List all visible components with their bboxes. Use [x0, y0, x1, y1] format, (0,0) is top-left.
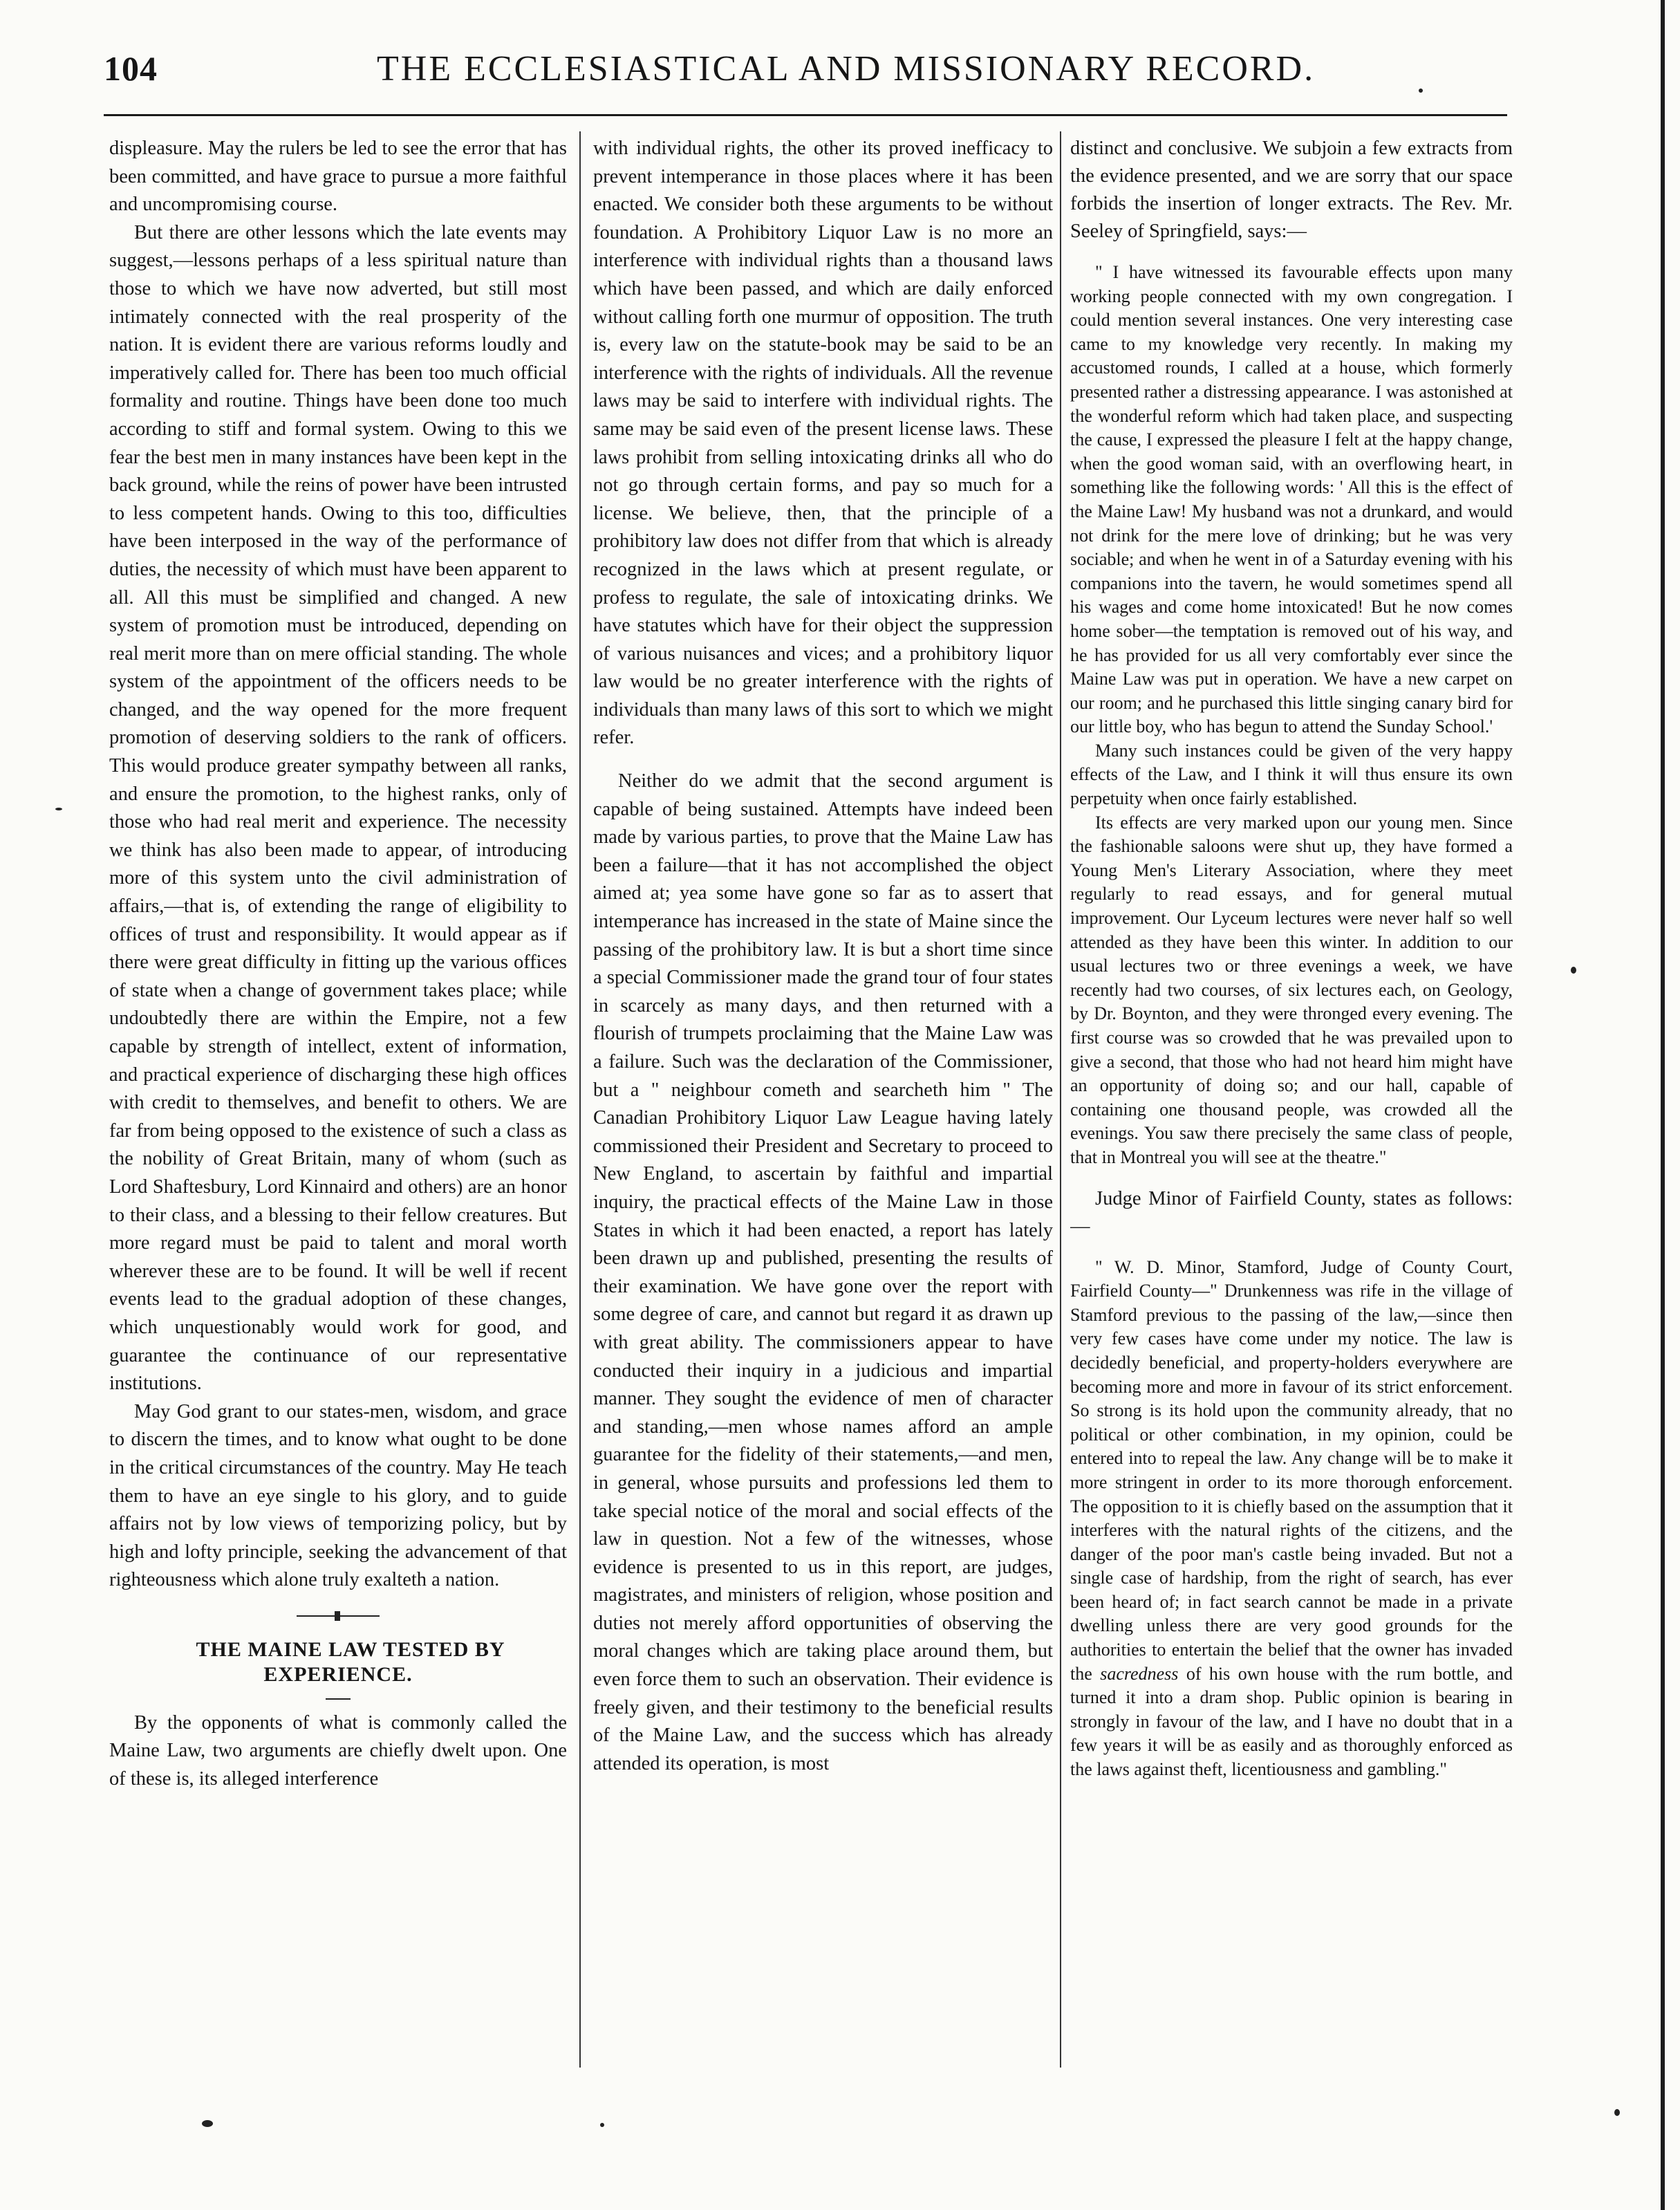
section-divider: [297, 1615, 380, 1617]
column-right: [1070, 135, 1513, 2064]
paragraph: By the opponents of what is commonly called the Maine Law, two arguments are chiefly dwelt upon. One of these is, its alleged interference: [109, 1711, 567, 1790]
quote-paragraph: Its effects are very marked upon our young men. Since the fashionable saloons were shut up, they have formed a Young Men's Literary Association, where they meet regularly to read essays, and for general mutual improvement. Our Lyceum lectures were never half so well attended as they have been this winter. In addition to our usual lectures two or three evenings a week, we have recently had two courses, of six lectures each, on Geology, by Dr. Boynton, and they were thronged every evening. The first course was so crowded that he was prevailed upon to give a second, that those who had not heard him might have an opportunity of doing so; and our hall, capable of containing one thousand people, was crowded all the evenings. You saw there precisely the same class of people, that in Montreal you will see at the theatre.": [1070, 812, 1513, 1167]
paragraph: distinct and conclusive. We subjoin a few extracts from the evidence presented, and we are sorry that our space forbids the insertion of longer extracts. The Rev. Mr. Seeley of Springfield, says:—: [1070, 138, 1513, 242]
column-divider: [579, 131, 581, 2068]
column-middle: [593, 135, 1053, 2064]
ink-speck: [55, 808, 62, 810]
quote-text: " W. D. Minor, Stamford, Judge of County Court, Fairfield County—" Drunkenness was rife in the village of Stamford previous to the passing of the law,—since then very few cases have come under my notice. The law is decidedly beneficial, and property-holders everywhere are becoming more and more in favour of its strict enforcement. So strong is its hold upon the community already, that no political or other combination, in my opinion, could be entered into to repeal the law. Any change will be to make it more stringent in order to its more thorough enforcement. The opposition to it is chiefly based on the assumption that it interferes with the natural rights of the citizens, and the danger of the poor man's castle being invaded. But not a single case of hardship, from the right of search, has ever been heard of; in fact search cannot be made in a private dwelling unless there are very good grounds for the authorities to entertain the belief that the owner has invaded the: [1070, 1256, 1513, 1684]
paragraph: But there are other lessons which the late events may suggest,—lessons perhaps of a less spiritual nature than those to which we have now adverted, but still most intimately connected with the real prosperity of the nation. It is evident there are various reforms loudly and imperatively called for. There has been too much official formality and routine. Things have been done too much according to stiff and formal system. Owing to this we fear the best men in many instances have been kept in the back ground, while the reins of power have been intrusted to less competent hands. Owing to this too, difficulties have been interposed in the way of the performance of duties, the necessity of which must have been apparent to all. All this must be simplified and changed. A new system of promotion must be introduced, depending on real merit more than on mere official standing. The whole system of the appointment of the officers needs to be changed, and the way opened for the more frequent promotion of deserving soldiers to the rank of officers. This would produce greater sympathy between all ranks, and ensure the promotion, to the highest ranks, only of those who had real merit and experience. The necessity we think has also been made to appear, of introducing more of this system unto the civil administration of affairs,—that is, of extending the range of eligibility to offices of trust and responsibility. It would appear as if there were great difficulty in fitting up the various offices of state when a change of government takes place; while undoubtedly there are within the Empire, not a few capable by strength of intellect, extent of information, and practical experience of discharging these high offices with credit to themselves, and benefit to others. We are far from being opposed to the existence of such a class as the nobility of Great Britain, many of whom (such as Lord Shaftesbury, Lord Kinnaird and others) are an honor to their class, and a blessing to their fellow creatures. But more regard must be paid to talent and moral worth wherever these are to be found. It will be well if recent events lead to the gradual adoption of these changes, which unquestionably would work for good, and guarantee the continuance of our representative institutions.: [109, 221, 567, 1395]
quote-paragraph: [1070, 1256, 1513, 1782]
column-divider: [1060, 131, 1061, 2068]
section-title: THE MAINE LAW TESTED BY EXPERIENCE.: [196, 1637, 505, 1686]
quote-text: of his own house with the rum bottle, and turned it into a dram shop. Public opinion is bearing in strongly in favour of the law, and I have no doubt that in a few years it will be as easily and as thoroughly enforced as the laws against theft, licentiousness and gambling.": [1070, 1663, 1513, 1780]
page-number: 104: [104, 49, 158, 88]
ink-speck: [1419, 89, 1423, 93]
quote-emphasis: sacredness: [1100, 1663, 1179, 1684]
page-header: [104, 48, 1507, 97]
paragraph: displeasure. May the rulers be led to see the error that has been committed, and have grace to pursue a more faithful and uncompromising course.: [109, 138, 567, 216]
header-rule: [104, 114, 1507, 116]
paragraph: with individual rights, the other its proved inefficacy to prevent intemperance in those places where it has been enacted. We consider both these arguments to be without foundation. A Prohibitory Liquor Law is no more an interference with individual rights than a thousand laws which have been passed, and which are daily enforced without calling forth one murmur of opposition. The truth is, every law on the statute-book may be said to be an interference with the rights of individuals. All the revenue laws may be said to interfere with individual rights. The same may be said even of the present license laws. These laws prohibit from selling intoxicating drinks all who do not go through certain forms, and pay so much for a license. We believe, then, that the principle of a prohibitory law does not differ from that which is already recognized in the laws which at present regulate, or profess to regulate, the sale of intoxicating drinks. We have statutes which have for their object the suppression of various nuisances and vices; and a prohibitory liquor law would be no greater interference with the rights of individuals than many laws of this sort to which we might refer.: [593, 138, 1053, 749]
running-title: THE ECCLESIASTICAL AND MISSIONARY RECORD.: [377, 49, 1316, 89]
ink-speck: [600, 2123, 604, 2127]
quote-paragraph: Many such instances could be given of the very happy effects of the Law, and I think it will thus ensure its own perpetuity when once fairly established.: [1070, 740, 1513, 809]
ink-speck: [1571, 967, 1576, 974]
paragraph: Neither do we admit that the second argument is capable of being sustained. Attempts have indeed been made by various parties, to prove that the Maine Law has been a failure—that it has not accomplished the object aimed at; yea some have gone so far as to assert that intemperance has increased in the state of Maine since the passing of the prohibitory law. It is but a short time since a special Commissioner made the grand tour of four states in scarcely as many days, and then returned with a flourish of trumpets proclaiming that the Maine Law was a failure. Such was the declaration of the Commissioner, but a " neighbour cometh and searcheth him " The Canadian Prohibitory Liquor Law League having lately commissioned their President and Secretary to proceed to New England, to ascertain by faithful and impartial inquiry, the practical effects of the Maine Law in those States in which it had been enacted, a report has lately been drawn up and published, presenting the results of their examination. We have gone over the report with some degree of care, and cannot but regard it as drawn up with great ability. The commissioners appear to have conducted their inquiry in a judicious and impartial manner. They sought the evidence of men of character and standing,—men whose names afford an ample guarantee for the fidelity of their statements,—and men, in general, whose pursuits and professions led them to take special notice of the moral and social effects of the law in question. Not a few of the witnesses, whose evidence is presented to us in this report, are judges, magistrates, and ministers of religion, whose position and duties not merely afford opportunities of observing the moral changes which are taking place around them, but even force them to such an observation. Their evidence is freely given, and their testimony to the beneficial results of the Maine Law, and the success which has already attended its operation, is most: [593, 770, 1053, 1774]
title-rule: [326, 1698, 351, 1700]
paragraph: May God grant to our states-men, wisdom, and grace to discern the times, and to know what ought to be done in the critical circumstances of the country. May He teach them to have an eye single to his glory, and to guide affairs not by low views of temporizing policy, but by high and lofty principle, seeking the advancement of that righteousness which alone truly exalteth a nation.: [109, 1400, 567, 1591]
page-edge: [1661, 0, 1665, 2210]
column-left: [109, 135, 567, 2064]
paragraph: Judge Minor of Fairfield County, states as follows:—: [1070, 1187, 1513, 1237]
ink-speck: [1614, 2109, 1620, 2116]
quote-paragraph: " I have witnessed its favourable effects upon many working people connected with my own congregation. I could mention several instances. One very interesting case came to my knowledge very recently. In making my accustomed rounds, I called at a house, which formerly presented rather a distressing appearance. I was astonished at the wonderful reform which had taken place, and suspecting the cause, I expressed the pleasure I felt at the happy change, when the good woman said, with an overflowing heart, in something like the following words: ' All this is the effect of the Maine Law! My husband was not a drunkard, and would not drink for the mere love of drinking; but he was very sociable; and when he went in of a Saturday evening with his companions into the tavern, he would sometimes spend all his wages and come home intoxicated! But he now comes home sober—the temptation is removed out of his way, and he has provided for us all very comfortably ever since the Maine Law was put in operation. We have a new carpet on our room; and he purchased this little singing canary bird for our little boy, who has begun to attend the Sunday School.': [1070, 262, 1513, 737]
ink-speck: [202, 2120, 213, 2127]
